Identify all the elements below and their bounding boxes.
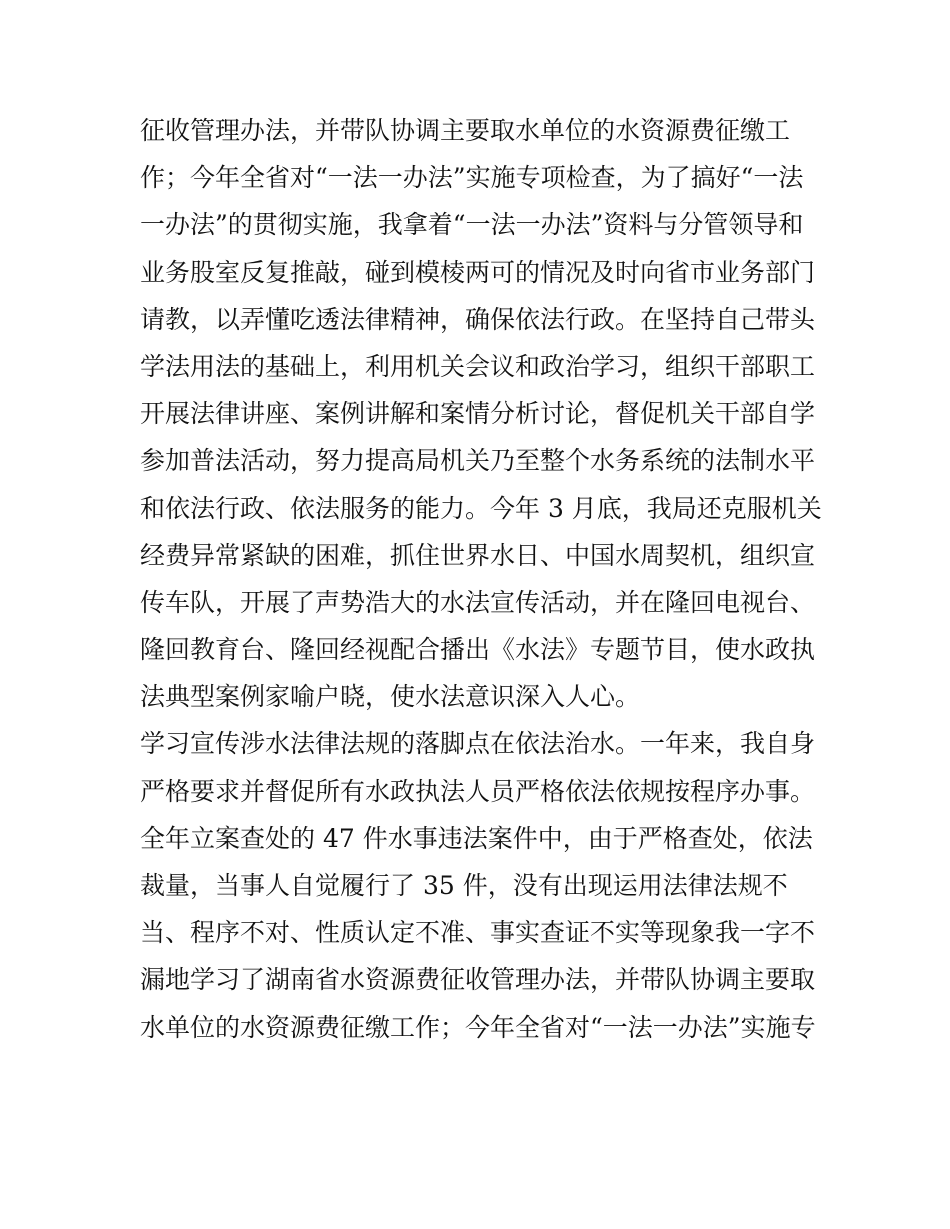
text-line: 法典型案例家喻户晓，使水法意识深入人心。 xyxy=(140,682,641,712)
text-line: 参加普法活动，努力提高局机关乃至整个水务系统的法制水平 xyxy=(140,446,816,476)
text-line: 学法用法的基础上，利用机关会议和政治学习，组织干部职工 xyxy=(140,351,816,381)
text-line: 裁量，当事人自觉履行了 35 件，没有出现运用法律法规不 xyxy=(140,871,788,900)
text-line: 隆回教育台、隆回经视配合播出《水法》专题节目，使水政执 xyxy=(140,635,816,665)
text-line: 经费异常紧缺的困难，抓住世界水日、中国水周契机，组织宣 xyxy=(140,540,816,570)
text-line: 开展法律讲座、案例讲解和案情分析讨论，督促机关干部自学 xyxy=(140,399,816,429)
text-line: 一办法”的贯彻实施，我拿着“一法一办法”资料与分管领导和 xyxy=(140,210,804,240)
body-text xyxy=(140,107,830,1051)
text-line: 传车队，开展了声势浩大的水法宣传活动，并在隆回电视台、 xyxy=(140,587,816,617)
text-line: 业务股室反复推敲，碰到模棱两可的情况及时向省市业务部门 xyxy=(140,257,816,287)
text-line: 请教，以弄懂吃透法律精神，确保依法行政。在坚持自己带头 xyxy=(140,304,816,334)
text-line: 征收管理办法，并带队协调主要取水单位的水资源费征缴工 xyxy=(140,116,791,145)
text-line: 当、程序不对、性质认定不准、事实查证不实等现象我一字不 xyxy=(140,918,816,948)
text-line: 严格要求并督促所有水政执法人员严格依法依规按程序办事。 xyxy=(140,776,816,806)
text-line: 和依法行政、依法服务的能力。今年 3 月底，我局还克服机关 xyxy=(140,493,822,523)
text-line: 漏地学习了湖南省水资源费征收管理办法，并带队协调主要取 xyxy=(140,965,816,995)
text-line: 学习宣传涉水法律法规的落脚点在依法治水。一年来，我自身 xyxy=(140,729,816,759)
text-line: 作；今年全省对“一法一办法”实施专项检查，为了搞好“一法 xyxy=(140,163,804,193)
text-line: 水单位的水资源费征缴工作；今年全省对“一法一办法”实施专 xyxy=(140,1012,816,1042)
text-line: 全年立案查处的 47 件水事违法案件中，由于严格查处，依法 xyxy=(140,823,813,853)
